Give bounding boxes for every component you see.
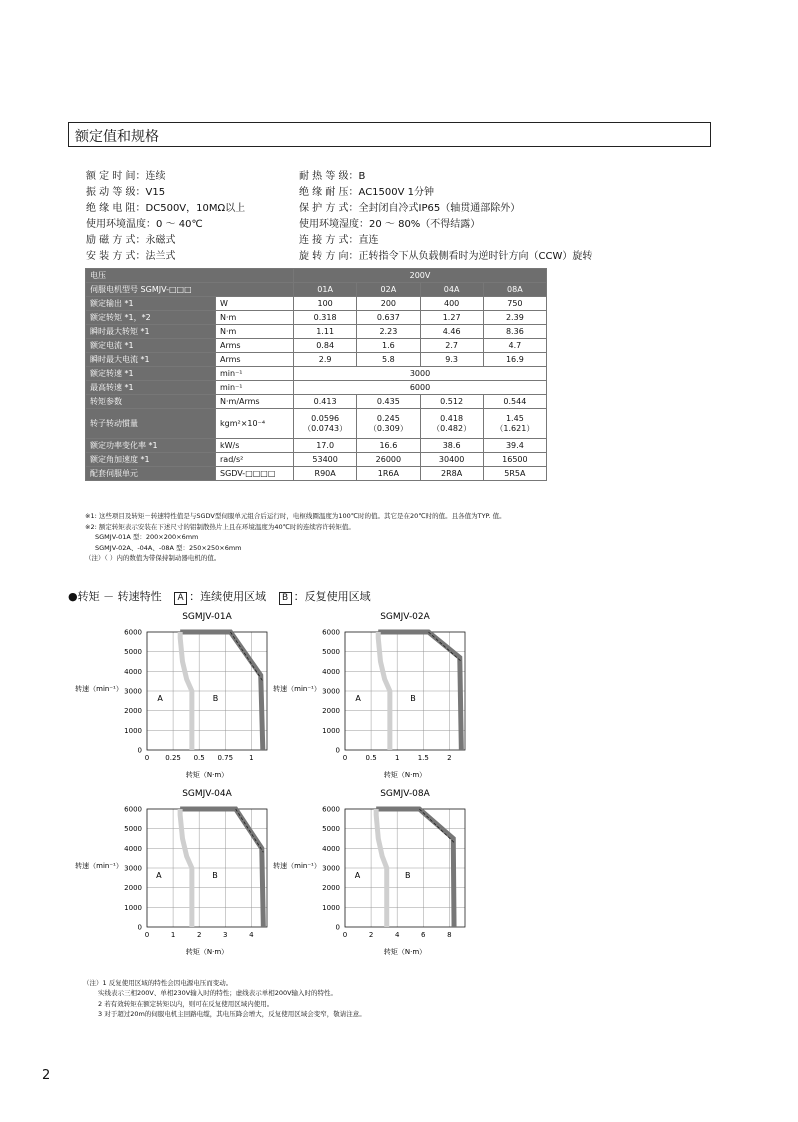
x-tick-label: 0	[144, 754, 150, 762]
table-cell	[294, 439, 357, 453]
table-cell	[420, 353, 483, 367]
table-cell	[294, 409, 357, 439]
y-tick-label: 6000	[322, 628, 340, 637]
table-cell	[420, 467, 483, 481]
y-tick-label: 5000	[124, 825, 142, 834]
ratings-table	[85, 268, 547, 481]
y-tick-label: 1000	[124, 726, 142, 735]
cell-value: 0.512	[440, 397, 464, 406]
cell-value: 0.84	[316, 341, 335, 350]
table-row	[86, 325, 547, 339]
region-label: A	[354, 870, 361, 880]
table-cell: W	[216, 297, 294, 311]
table-cell	[483, 467, 546, 481]
y-tick-label: 5000	[322, 648, 340, 657]
cell-value: R90A	[314, 469, 336, 478]
dashed-boundary	[428, 632, 461, 662]
cell-value: 4.46	[442, 327, 461, 336]
torque-speed-chart-04a	[75, 785, 285, 960]
region-label: A	[156, 870, 162, 880]
cell-value: 2.23	[379, 327, 398, 336]
cell-value: 1.27	[442, 313, 461, 322]
table-cell	[357, 297, 420, 311]
y-tick-label: 2000	[322, 884, 340, 893]
y-tick-label: 1000	[322, 726, 340, 735]
cell-value: 26000	[375, 455, 402, 464]
table-cell: min⁻¹	[216, 367, 294, 381]
table-cell: 配套伺服单元	[86, 467, 216, 481]
region-label: A	[157, 693, 163, 703]
table-cell	[357, 339, 420, 353]
table-cell	[294, 395, 357, 409]
table-row	[86, 367, 547, 381]
spec-left: 振 动 等 级：V15	[86, 187, 166, 198]
table-cell	[357, 325, 420, 339]
y-tick-label: 0	[137, 746, 142, 755]
x-tick-label: 4	[394, 931, 400, 939]
table-row	[86, 439, 547, 453]
table-cell: Arms	[216, 339, 294, 353]
chart-title: SGMJV-01A	[182, 612, 232, 622]
table-row	[86, 283, 547, 297]
cell-value: 53400	[312, 455, 338, 464]
table-cell	[420, 409, 483, 439]
cell-value: 2R8A	[441, 469, 463, 478]
table-cell	[483, 339, 546, 353]
x-tick-label: 0	[342, 931, 348, 939]
x-tick-label: 8	[447, 931, 452, 939]
table-cell: 额定转速 *1	[86, 367, 216, 381]
table-cell	[483, 395, 546, 409]
x-tick-label: 0.25	[165, 754, 181, 762]
table-cell: 转矩参数	[86, 395, 216, 409]
x-axis-label: 转矩（N·m）	[185, 948, 229, 956]
y-tick-label: 3000	[124, 687, 142, 696]
note: ※1: 这些项目及转矩－转速特性值是与SGDV型伺服单元组合后运行时，电枢线圈温度为100℃时的值。其它是在20℃时的值。且各值为TYP. 值。	[85, 512, 506, 520]
table-row	[86, 297, 547, 311]
table-cell	[420, 311, 483, 325]
y-tick-label: 1000	[322, 903, 340, 912]
footnote: 2 若有效转矩在额定转矩以内，则可在反复使用区域内使用。	[98, 999, 274, 1008]
y-tick-label: 4000	[124, 667, 142, 676]
table-cell: 瞬时最大电流 *1	[86, 353, 216, 367]
y-tick-label: 3000	[322, 687, 340, 696]
table-cell	[420, 439, 483, 453]
spec-right: 连 接 方 式：直连	[299, 235, 379, 246]
cell-value: 16500	[502, 455, 528, 464]
y-tick-label: 0	[137, 923, 142, 932]
table-cell	[357, 467, 420, 481]
cell-value: 0.637	[376, 313, 400, 322]
table-cell	[420, 325, 483, 339]
table-cell: 额定转矩 *1，*2	[86, 311, 216, 325]
table-cell: 电压	[86, 269, 294, 283]
table-cell: kW/s	[216, 439, 294, 453]
y-tick-label: 2000	[322, 707, 340, 716]
table-cell: 转子转动惯量	[86, 409, 216, 439]
cell-value: 0.418	[440, 413, 464, 423]
cell-value: 4.7	[508, 341, 522, 350]
table-row	[86, 353, 547, 367]
y-tick-label: 6000	[124, 805, 142, 814]
y-tick-label: 2000	[124, 707, 142, 716]
chart-section-heading: 转矩 － 转速特性	[77, 590, 162, 603]
cell-value: 400	[443, 299, 460, 308]
x-tick-label: 4	[249, 931, 254, 939]
cell-value: 8.36	[505, 327, 524, 336]
table-row	[86, 409, 547, 439]
table-cell: 01A	[294, 283, 357, 297]
table-cell	[294, 325, 357, 339]
table-row	[86, 311, 547, 325]
table-cell: 伺服电机型号 SGMJV-□□□	[86, 283, 294, 297]
table-row	[86, 395, 547, 409]
table-cell: 04A	[420, 283, 483, 297]
table-cell: Arms	[216, 353, 294, 367]
legend-a-text: ：连续使用区域	[189, 590, 267, 603]
table-cell: rad/s²	[216, 453, 294, 467]
spec-right: 使用环境湿度：20 ～ 80%（不得结露）	[299, 219, 481, 230]
note: （注）（ ）内的数值为带保持制动器电机的值。	[85, 554, 221, 562]
x-tick-label: 1.5	[417, 754, 429, 762]
footnotes	[83, 978, 643, 1019]
x-tick-label: 0	[144, 931, 150, 939]
table-cell: 6000	[294, 381, 547, 395]
spec-left: 安 装 方 式：法兰式	[86, 251, 176, 262]
footnote: 实线表示三相200V、单相230V输入时的特性；虚线表示单相200V输入时的特性。	[98, 989, 338, 998]
cell-value-brake: （0.309）	[368, 423, 408, 433]
section-title-box	[68, 122, 711, 147]
cell-value: 5.8	[382, 355, 395, 364]
cell-value: 0.544	[503, 397, 527, 406]
x-axis-label: 转矩（N·m）	[185, 771, 229, 779]
table-cell: 额定输出 *1	[86, 297, 216, 311]
note: ※2: 额定转矩表示安装在下述尺寸的铝制散热片上且在环境温度为40℃时的连续容许转矩值。	[85, 522, 355, 531]
table-cell: kgm²×10⁻⁴	[216, 409, 294, 439]
note: SGMJV-02A、-04A、-08A 型：250×250×6mm	[95, 543, 242, 552]
cell-value: 16.9	[505, 355, 524, 364]
y-tick-label: 6000	[124, 628, 142, 637]
torque-speed-chart-01a	[75, 608, 285, 783]
table-cell	[483, 453, 546, 467]
cell-value: 30400	[438, 455, 465, 464]
table-cell	[357, 453, 420, 467]
y-tick-label: 5000	[322, 825, 340, 834]
note: SGMJV-01A 型：200×200×6mm	[95, 533, 199, 541]
table-cell: 08A	[483, 283, 546, 297]
y-axis-label: 转速（min⁻¹）	[273, 862, 321, 870]
table-cell: N·m/Arms	[216, 395, 294, 409]
table-cell	[483, 325, 546, 339]
cell-value: 1R6A	[377, 469, 399, 478]
cell-value: 0.435	[376, 397, 400, 406]
y-tick-label: 1000	[124, 903, 142, 912]
table-cell	[420, 395, 483, 409]
x-axis-label: 转矩（N·m）	[383, 771, 427, 779]
x-tick-label: 0	[342, 754, 348, 762]
chart-title: SGMJV-04A	[182, 789, 232, 799]
spec-right: 旋 转 方 向：正转指令下从负载侧看时为逆时针方向（CCW）旋转	[299, 251, 593, 262]
table-cell	[483, 297, 546, 311]
x-tick-label: 2	[447, 754, 452, 762]
table-row	[86, 269, 547, 283]
cell-value: 100	[317, 299, 333, 308]
table-cell	[483, 439, 546, 453]
table-cell: 3000	[294, 367, 547, 381]
table-cell: 额定功率变化率 *1	[86, 439, 216, 453]
table-cell	[294, 311, 357, 325]
region-label: B	[405, 870, 411, 880]
table-cell: N·m	[216, 311, 294, 325]
spec-right: 耐 热 等 级：B	[299, 171, 366, 182]
table-cell: 200V	[294, 269, 547, 283]
table-cell: min⁻¹	[216, 381, 294, 395]
table-cell	[420, 339, 483, 353]
x-tick-label: 0.75	[217, 754, 234, 762]
footnote: （注）1 反复使用区域的特性会因电源电压而变动。	[83, 979, 233, 987]
table-cell	[357, 439, 420, 453]
cell-value: 750	[507, 299, 523, 308]
cell-value: 0.318	[313, 313, 337, 322]
x-tick-label: 1	[249, 754, 254, 762]
chart-title: SGMJV-02A	[380, 612, 430, 622]
y-tick-label: 4000	[322, 667, 340, 676]
table-row	[86, 453, 547, 467]
cell-value: 200	[380, 299, 397, 308]
table-cell: 额定角加速度 *1	[86, 453, 216, 467]
table-cell	[294, 453, 357, 467]
x-tick-label: 0.5	[365, 754, 377, 762]
region-label: B	[212, 870, 218, 880]
y-tick-label: 3000	[124, 864, 142, 873]
cell-value-brake: （1.621）	[495, 423, 535, 433]
cell-value: 16.6	[379, 441, 398, 450]
footnote: 3 对于超过20m的伺服电机主回路电缆，其电压降会增大，反复使用区域会变窄，敬请注意。	[98, 1009, 366, 1018]
region-label: A	[355, 693, 361, 703]
x-tick-label: 1	[394, 754, 400, 762]
chart-section-title	[68, 588, 371, 605]
region-label: B	[212, 693, 219, 703]
y-axis-label: 转速（min⁻¹）	[75, 685, 123, 693]
x-tick-label: 6	[421, 931, 426, 939]
cell-value: 0.0596	[311, 413, 340, 423]
section-title: 额定值和规格	[75, 129, 159, 145]
table-cell	[483, 353, 546, 367]
table-cell	[294, 467, 357, 481]
torque-speed-chart-08a	[273, 785, 483, 960]
table-cell	[483, 409, 546, 439]
spec-left: 使用环境温度：0 ～ 40℃	[86, 219, 203, 230]
y-axis-label: 转速（min⁻¹）	[75, 862, 123, 870]
cell-value: 39.4	[505, 441, 524, 450]
spec-right: 保 护 方 式：全封闭自冷式IP65（轴贯通部除外）	[299, 203, 521, 214]
table-cell: 额定电流 *1	[86, 339, 216, 353]
table-cell	[294, 297, 357, 311]
cell-value: 2.7	[445, 341, 458, 350]
region-label: B	[410, 693, 416, 703]
table-cell	[294, 339, 357, 353]
table-row	[86, 381, 547, 395]
x-tick-label: 0.5	[193, 754, 205, 762]
table-cell	[357, 353, 420, 367]
table-cell	[420, 297, 483, 311]
x-tick-label: 2	[196, 931, 202, 939]
y-tick-label: 5000	[124, 648, 142, 657]
cell-value: 5R5A	[504, 469, 526, 478]
x-axis-label: 转矩（N·m）	[383, 948, 427, 956]
y-tick-label: 4000	[124, 844, 142, 853]
table-cell	[357, 311, 420, 325]
page-number: 2	[42, 1068, 51, 1083]
table-cell	[357, 395, 420, 409]
cell-value: 38.6	[442, 441, 461, 450]
table-cell: N·m	[216, 325, 294, 339]
cell-value: 2.39	[505, 313, 524, 322]
cell-value: 1.11	[316, 327, 335, 336]
y-tick-label: 2000	[124, 884, 142, 893]
table-cell: 02A	[357, 283, 420, 297]
spec-left: 额 定 时 间：连续	[86, 171, 166, 182]
cell-value-brake: （0.482）	[432, 423, 472, 433]
legend-b-text: ：反复使用区域	[293, 590, 371, 603]
table-cell	[483, 311, 546, 325]
table-cell: 瞬时最大转矩 *1	[86, 325, 216, 339]
cell-value: 2.9	[318, 355, 332, 364]
legend-b-box: B	[279, 592, 292, 605]
y-tick-label: 4000	[322, 844, 340, 853]
table-cell: 最高转速 *1	[86, 381, 216, 395]
torque-speed-chart-02a	[273, 608, 483, 783]
table-row	[86, 467, 547, 481]
cell-value: 17.0	[316, 441, 335, 450]
table-cell	[294, 353, 357, 367]
bullet: ●	[68, 590, 78, 603]
cell-value: 0.245	[376, 413, 400, 423]
legend-a-box: A	[174, 592, 187, 605]
cell-value: 1.6	[382, 341, 395, 350]
cell-value: 1.45	[505, 413, 524, 423]
x-tick-label: 3	[223, 931, 228, 939]
y-tick-label: 3000	[322, 864, 340, 873]
spec-left: 绝 缘 电 阻：DC500V，10MΩ以上	[86, 203, 246, 214]
table-notes	[85, 511, 645, 564]
table-row	[86, 339, 547, 353]
y-tick-label: 0	[335, 746, 340, 755]
table-cell: SGDV-□□□□	[216, 467, 294, 481]
spec-right: 绝 缘 耐 压：AC1500V 1分钟	[299, 187, 435, 198]
y-axis-label: 转速（min⁻¹）	[273, 685, 321, 693]
x-tick-label: 1	[170, 931, 176, 939]
table-cell	[420, 453, 483, 467]
cell-value-brake: （0.0743）	[303, 423, 348, 433]
cell-value: 9.3	[445, 355, 458, 364]
table-cell	[357, 409, 420, 439]
x-tick-label: 2	[368, 931, 374, 939]
y-tick-label: 6000	[322, 805, 340, 814]
chart-title: SGMJV-08A	[380, 789, 430, 799]
cell-value: 0.413	[313, 397, 337, 406]
spec-left: 励 磁 方 式：永磁式	[86, 235, 176, 246]
y-tick-label: 0	[335, 923, 340, 932]
